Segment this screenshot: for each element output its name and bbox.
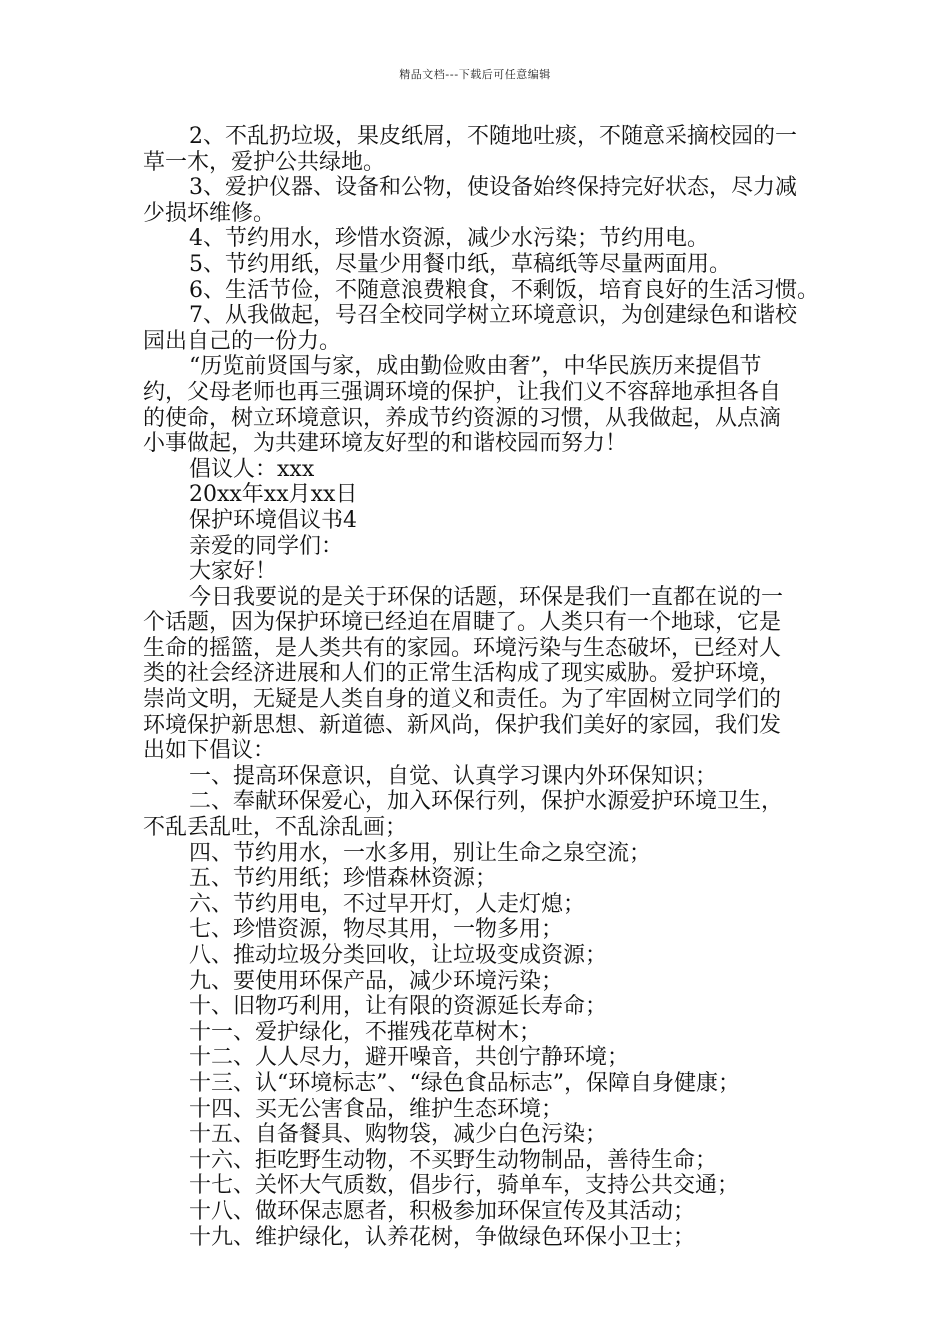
paragraph-line: 十九、维护绿化，认养花树，争做绿色环保小卫士； — [189, 1224, 696, 1250]
paragraph-line: 约，父母老师也再三强调环境的保护，让我们义不容辞地承担各自 — [143, 379, 782, 405]
paragraph-line: 3、爱护仪器、设备和公物，使设备始终保持完好状态，尽力减 — [189, 175, 797, 201]
paragraph-line: 十一、爱护绿化，不摧残花草树木； — [189, 1019, 542, 1045]
paragraph-line: 4、节约用水，珍惜水资源，减少水污染；节约用电。 — [189, 226, 709, 252]
paragraph-line: 四、节约用水，一水多用，别让生命之泉空流； — [189, 840, 652, 866]
paragraph-line: 十、旧物巧利用，让有限的资源延长寿命； — [189, 994, 608, 1020]
paragraph-line: 十七、关怀大气质数，倡步行，骑单车，支持公共交通； — [189, 1173, 740, 1199]
paragraph-line: 二、奉献环保爱心，加入环保行列，保护水源爱护环境卫生， — [189, 789, 784, 815]
paragraph-line: 大家好！ — [189, 559, 278, 585]
paragraph-line: 五、节约用纸；珍惜森林资源； — [189, 866, 498, 892]
paragraph-line: 不乱丢乱吐，不乱涂乱画； — [143, 815, 408, 841]
paragraph-line: 十八、做环保志愿者，积极参加环保宣传及其活动； — [189, 1198, 696, 1224]
paragraph-line: 八、推动垃圾分类回收，让垃圾变成资源； — [189, 943, 608, 968]
paragraph-line: 5、节约用纸，尽量少用餐巾纸，草稿纸等尽量两面用。 — [189, 251, 731, 277]
paragraph-line: 个话题，因为保护环境已经迫在眉睫了。人类只有一个地球，它是 — [143, 610, 782, 636]
paragraph-line: 出如下倡议： — [143, 738, 276, 764]
paragraph-line: 类的社会经济进展和人们的正常生活构成了现实威胁。爱护环境， — [143, 661, 782, 687]
paragraph-line: 环境保护新思想、新道德、新风尚，保护我们美好的家园，我们发 — [143, 712, 782, 738]
paragraph-line: 一、提高环保意识，自觉、认真学习课内外环保知识； — [189, 763, 718, 789]
paragraph-line: 十二、人人尽力，避开噪音，共创宁静环境； — [189, 1045, 630, 1071]
paragraph-line: 倡议人：xxx — [189, 456, 315, 482]
paragraph-line: 7、从我做起，号召全校同学树立环境意识，为创建绿色和谐校 — [189, 303, 797, 329]
paragraph-line: 今日我要说的是关于环保的话题，环保是我们一直都在说的一 — [189, 584, 784, 610]
paragraph-line: 少损坏维修。 — [143, 200, 276, 226]
paragraph-line: 崇尚文明，无疑是人类自身的道义和责任。为了牢固树立同学们的 — [143, 687, 782, 713]
paragraph-line: 保护环境倡议书4 — [189, 507, 357, 533]
document-body — [143, 124, 823, 1250]
paragraph-line: 的使命，树立环境意识，养成节约资源的习惯，从我做起，从点滴 — [143, 405, 782, 431]
page-header: 精品文档---下载后可任意编辑 — [399, 68, 551, 81]
paragraph-line: 七、珍惜资源，物尽其用，一物多用； — [189, 917, 564, 943]
paragraph-line: 十三、认“环境标志”、“绿色食品标志”，保障自身健康； — [189, 1070, 740, 1096]
paragraph-line: 亲爱的同学们： — [189, 533, 344, 559]
paragraph-line: 六、节约用电，不过早开灯，人走灯熄； — [189, 891, 586, 917]
paragraph-line: 草一木，爱护公共绿地。 — [143, 149, 386, 175]
paragraph-line: 6、生活节俭，不随意浪费粮食，不剩饭，培育良好的生活习惯。 — [189, 277, 819, 303]
paragraph-line: 园出自己的一份力。 — [143, 328, 342, 354]
paragraph-line: 十六、拒吃野生动物，不买野生动物制品，善待生命； — [189, 1147, 718, 1173]
paragraph-line: “历览前贤国与家，成由勤俭败由奢”，中华民族历来提倡节 — [189, 354, 762, 380]
paragraph-line: 20xx年xx月xx日 — [189, 482, 358, 508]
paragraph-line: 小事做起，为共建环境友好型的和谐校园而努力！ — [143, 431, 628, 457]
paragraph-line: 十五、自备餐具、购物袋，减少白色污染； — [189, 1122, 608, 1148]
paragraph-line: 九、要使用环保产品，减少环境污染； — [189, 968, 564, 994]
paragraph-line: 生命的摇篮，是人类共有的家园。环境污染与生态破坏，已经对人 — [143, 635, 782, 661]
paragraph-line: 十四、买无公害食品，维护生态环境； — [189, 1096, 564, 1122]
paragraph-line: 2、不乱扔垃圾，果皮纸屑，不随地吐痰，不随意采摘校园的一 — [189, 124, 797, 149]
